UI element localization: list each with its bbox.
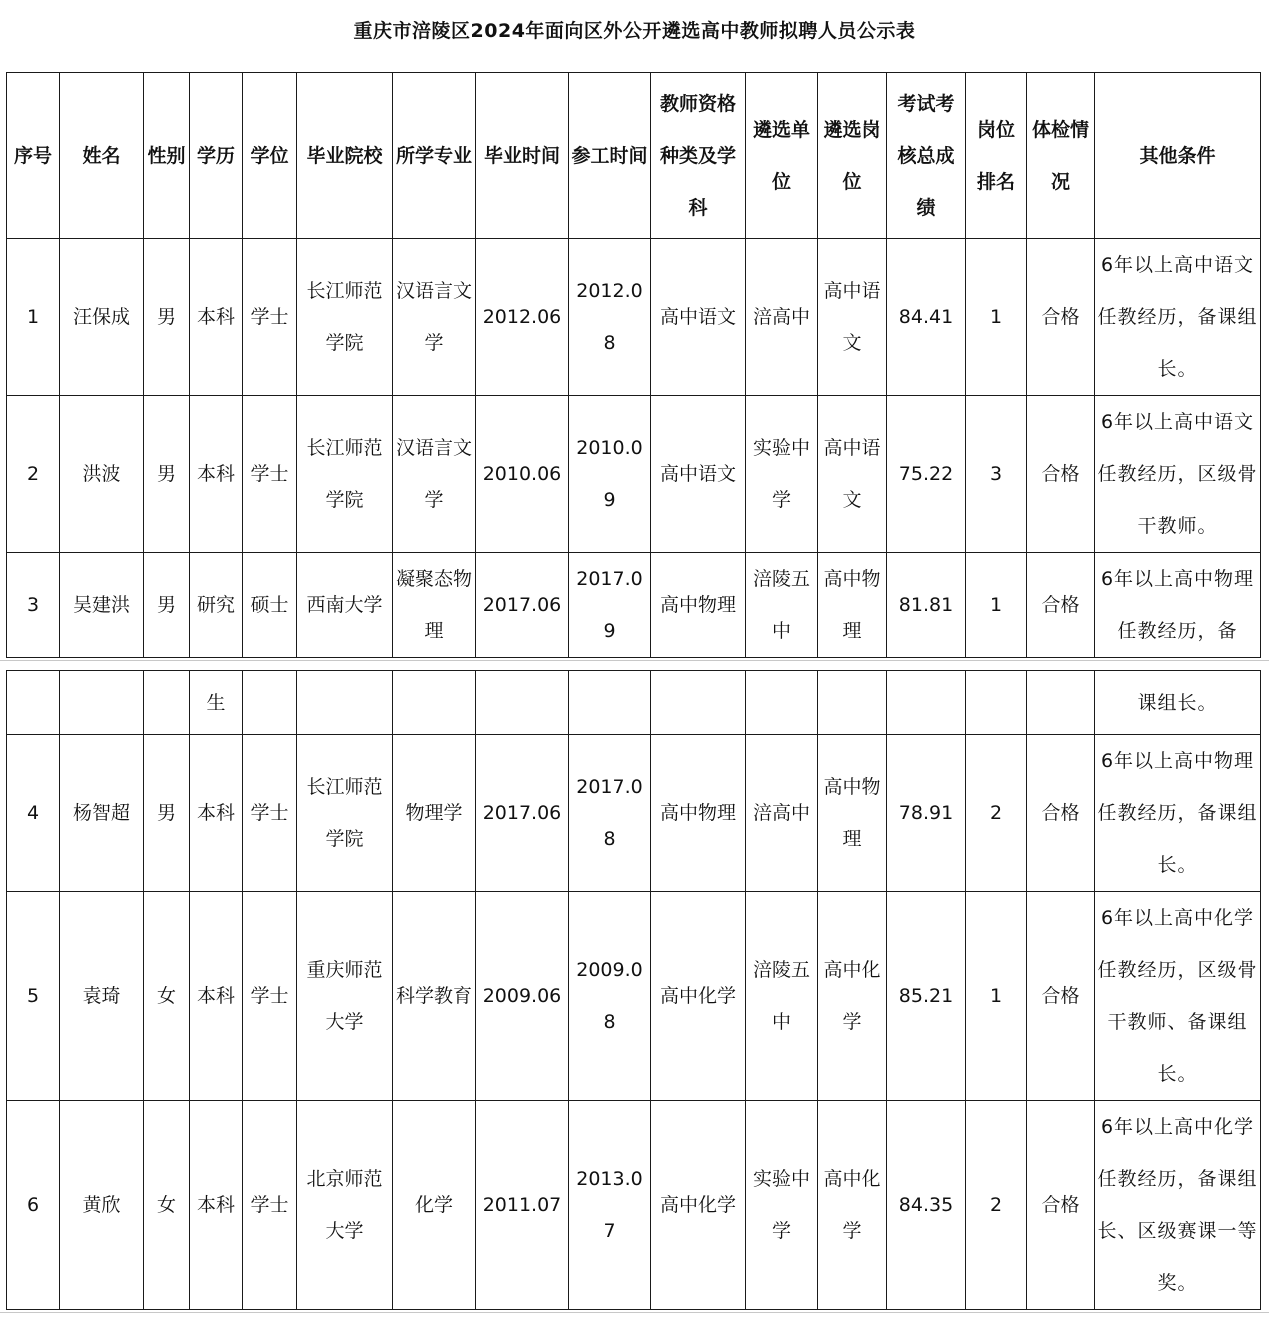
cell-health: 合格 bbox=[1027, 735, 1095, 892]
table-row bbox=[7, 239, 1261, 396]
cell-score: 81.81 bbox=[887, 553, 966, 658]
cell-name: 吴建洪 bbox=[60, 553, 144, 658]
cell-work-time: 2012.08 bbox=[569, 239, 651, 396]
cell-health: 合格 bbox=[1027, 892, 1095, 1101]
cell-post: 高中语文 bbox=[818, 239, 887, 396]
cell-education: 本科 bbox=[190, 239, 243, 396]
table-row bbox=[7, 1101, 1261, 1310]
cell-seq: 5 bbox=[7, 892, 60, 1101]
header-rank: 岗位排名 bbox=[966, 73, 1027, 239]
cell-degree bbox=[243, 671, 297, 735]
cell-school: 重庆师范大学 bbox=[297, 892, 393, 1101]
cell-education: 本科 bbox=[190, 735, 243, 892]
cell-major bbox=[393, 671, 476, 735]
cell-grad-time: 2009.06 bbox=[476, 892, 569, 1101]
cell-cert: 高中化学 bbox=[651, 892, 746, 1101]
cell-gender: 男 bbox=[144, 396, 190, 553]
cell-school: 长江师范学院 bbox=[297, 396, 393, 553]
cell-other: 课组长。 bbox=[1095, 671, 1261, 735]
header-major: 所学专业 bbox=[393, 73, 476, 239]
cell-unit: 涪高中 bbox=[746, 239, 818, 396]
cell-post: 高中语文 bbox=[818, 396, 887, 553]
cell-school: 长江师范学院 bbox=[297, 735, 393, 892]
cell-unit: 涪陵五中 bbox=[746, 892, 818, 1101]
page-break-line bbox=[0, 660, 1269, 661]
cell-gender: 女 bbox=[144, 1101, 190, 1310]
table-row bbox=[7, 892, 1261, 1101]
cell-health: 合格 bbox=[1027, 1101, 1095, 1310]
cell-education: 本科 bbox=[190, 396, 243, 553]
applicant-table bbox=[6, 72, 1261, 658]
cell-seq: 3 bbox=[7, 553, 60, 658]
header-grad-time: 毕业时间 bbox=[476, 73, 569, 239]
cell-major: 汉语言文学 bbox=[393, 396, 476, 553]
cell-education: 生 bbox=[190, 671, 243, 735]
cell-unit: 实验中学 bbox=[746, 396, 818, 553]
cell-score: 78.91 bbox=[887, 735, 966, 892]
cell-name: 汪保成 bbox=[60, 239, 144, 396]
cell-seq: 6 bbox=[7, 1101, 60, 1310]
cell-gender: 女 bbox=[144, 892, 190, 1101]
table-row bbox=[7, 553, 1261, 658]
header-unit: 遴选单位 bbox=[746, 73, 818, 239]
cell-name: 袁琦 bbox=[60, 892, 144, 1101]
cell-cert: 高中化学 bbox=[651, 1101, 746, 1310]
cell-grad-time: 2011.07 bbox=[476, 1101, 569, 1310]
cell-name: 洪波 bbox=[60, 396, 144, 553]
cell-work-time: 2013.07 bbox=[569, 1101, 651, 1310]
cell-rank bbox=[966, 671, 1027, 735]
cell-work-time bbox=[569, 671, 651, 735]
cell-score: 84.35 bbox=[887, 1101, 966, 1310]
cell-cert bbox=[651, 671, 746, 735]
cell-degree: 学士 bbox=[243, 892, 297, 1101]
cell-degree: 硕士 bbox=[243, 553, 297, 658]
cell-post: 高中物理 bbox=[818, 553, 887, 658]
cell-education: 研究 bbox=[190, 553, 243, 658]
header-post: 遴选岗位 bbox=[818, 73, 887, 239]
header-gender: 性别 bbox=[144, 73, 190, 239]
cell-cert: 高中语文 bbox=[651, 396, 746, 553]
cell-major: 物理学 bbox=[393, 735, 476, 892]
cell-work-time: 2017.09 bbox=[569, 553, 651, 658]
cell-degree: 学士 bbox=[243, 396, 297, 553]
header-health: 体检情况 bbox=[1027, 73, 1095, 239]
cell-name: 杨智超 bbox=[60, 735, 144, 892]
cell-other: 6年以上高中化学任教经历，备课组长、区级赛课一等奖。 bbox=[1095, 1101, 1261, 1310]
cell-major: 科学教育 bbox=[393, 892, 476, 1101]
cell-work-time: 2010.09 bbox=[569, 396, 651, 553]
header-other: 其他条件 bbox=[1095, 73, 1261, 239]
page-title: 重庆市涪陵区2024年面向区外公开遴选高中教师拟聘人员公示表 bbox=[353, 20, 916, 42]
cell-rank: 2 bbox=[966, 1101, 1027, 1310]
cell-score: 85.21 bbox=[887, 892, 966, 1101]
cell-score bbox=[887, 671, 966, 735]
header-seq: 序号 bbox=[7, 73, 60, 239]
cell-post: 高中物理 bbox=[818, 735, 887, 892]
header-name: 姓名 bbox=[60, 73, 144, 239]
cell-post: 高中化学 bbox=[818, 892, 887, 1101]
cell-other: 6年以上高中化学任教经历，区级骨干教师、备课组长。 bbox=[1095, 892, 1261, 1101]
cell-degree: 学士 bbox=[243, 735, 297, 892]
cell-unit: 涪陵五中 bbox=[746, 553, 818, 658]
cell-major: 凝聚态物理 bbox=[393, 553, 476, 658]
table-row-continuation bbox=[7, 671, 1261, 735]
cell-health: 合格 bbox=[1027, 239, 1095, 396]
cell-rank: 2 bbox=[966, 735, 1027, 892]
cell-gender: 男 bbox=[144, 735, 190, 892]
cell-education: 本科 bbox=[190, 892, 243, 1101]
cell-work-time: 2009.08 bbox=[569, 892, 651, 1101]
cell-degree: 学士 bbox=[243, 1101, 297, 1310]
cell-school: 长江师范学院 bbox=[297, 239, 393, 396]
cell-unit: 实验中学 bbox=[746, 1101, 818, 1310]
table-header-row bbox=[7, 73, 1261, 239]
cell-seq: 4 bbox=[7, 735, 60, 892]
cell-education: 本科 bbox=[190, 1101, 243, 1310]
cell-other: 6年以上高中物理任教经历，备 bbox=[1095, 553, 1261, 658]
cell-work-time: 2017.08 bbox=[569, 735, 651, 892]
cell-unit bbox=[746, 671, 818, 735]
cell-rank: 3 bbox=[966, 396, 1027, 553]
cell-grad-time: 2012.06 bbox=[476, 239, 569, 396]
cell-major: 汉语言文学 bbox=[393, 239, 476, 396]
cell-post bbox=[818, 671, 887, 735]
cell-seq: 1 bbox=[7, 239, 60, 396]
cell-health: 合格 bbox=[1027, 396, 1095, 553]
header-school: 毕业院校 bbox=[297, 73, 393, 239]
cell-gender: 男 bbox=[144, 239, 190, 396]
cell-rank: 1 bbox=[966, 553, 1027, 658]
cell-health bbox=[1027, 671, 1095, 735]
cell-grad-time: 2017.06 bbox=[476, 735, 569, 892]
cell-cert: 高中物理 bbox=[651, 553, 746, 658]
cell-grad-time: 2017.06 bbox=[476, 553, 569, 658]
cell-degree: 学士 bbox=[243, 239, 297, 396]
cell-health: 合格 bbox=[1027, 553, 1095, 658]
cell-score: 84.41 bbox=[887, 239, 966, 396]
header-work-time: 参工时间 bbox=[569, 73, 651, 239]
cell-score: 75.22 bbox=[887, 396, 966, 553]
cell-rank: 1 bbox=[966, 239, 1027, 396]
header-education: 学历 bbox=[190, 73, 243, 239]
cell-name: 黄欣 bbox=[60, 1101, 144, 1310]
table-row bbox=[7, 396, 1261, 553]
cell-major: 化学 bbox=[393, 1101, 476, 1310]
cell-cert: 高中语文 bbox=[651, 239, 746, 396]
cell-cert: 高中物理 bbox=[651, 735, 746, 892]
cell-gender bbox=[144, 671, 190, 735]
cell-other: 6年以上高中物理任教经历，备课组长。 bbox=[1095, 735, 1261, 892]
page-break-line-bottom bbox=[0, 1312, 1269, 1313]
cell-unit: 涪高中 bbox=[746, 735, 818, 892]
cell-other: 6年以上高中语文任教经历，备课组长。 bbox=[1095, 239, 1261, 396]
cell-school: 西南大学 bbox=[297, 553, 393, 658]
cell-seq bbox=[7, 671, 60, 735]
header-cert: 教师资格种类及学科 bbox=[651, 73, 746, 239]
header-degree: 学位 bbox=[243, 73, 297, 239]
cell-school bbox=[297, 671, 393, 735]
cell-post: 高中化学 bbox=[818, 1101, 887, 1310]
cell-rank: 1 bbox=[966, 892, 1027, 1101]
cell-seq: 2 bbox=[7, 396, 60, 553]
cell-other: 6年以上高中语文任教经历，区级骨干教师。 bbox=[1095, 396, 1261, 553]
applicant-table-continued bbox=[6, 670, 1261, 1310]
cell-gender: 男 bbox=[144, 553, 190, 658]
cell-name bbox=[60, 671, 144, 735]
cell-grad-time bbox=[476, 671, 569, 735]
table-row bbox=[7, 735, 1261, 892]
header-score: 考试考核总成绩 bbox=[887, 73, 966, 239]
cell-grad-time: 2010.06 bbox=[476, 396, 569, 553]
cell-school: 北京师范大学 bbox=[297, 1101, 393, 1310]
